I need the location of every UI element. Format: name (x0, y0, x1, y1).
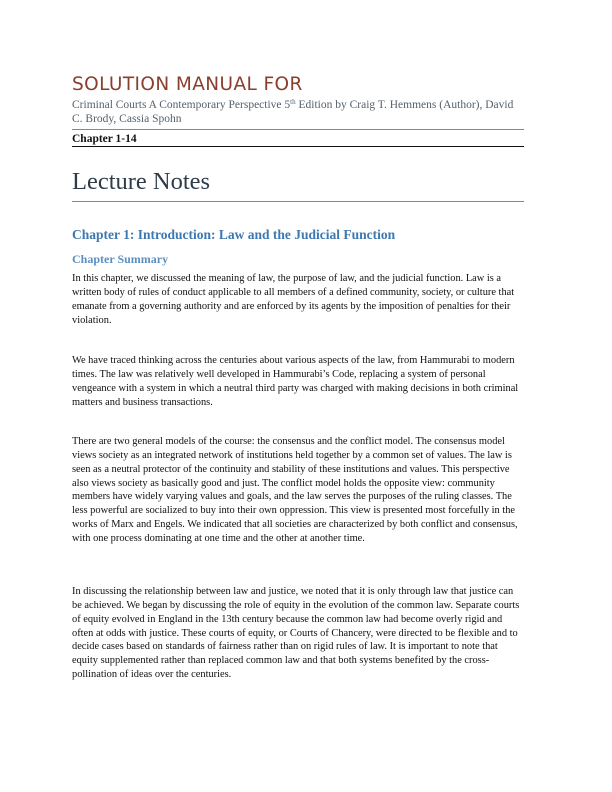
title-underline (72, 201, 524, 202)
section-heading: Chapter Summary (72, 252, 169, 266)
paragraph: In this chapter, we discussed the meaning of law, the purpose of law, and the judicial function. Law is a written body of rules of conduct applicable to all members of a defined community, society, or culture that emanate from a governing authority and are enforced by its agents by the imposition of penalties for their violation. (72, 273, 515, 326)
book-subtitle (72, 98, 524, 126)
subtitle-text-start: Criminal Courts A Contemporary Perspective 5 (72, 99, 291, 111)
header-divider (72, 129, 524, 130)
paragraph: In discussing the relationship between law and justice, we noted that it is only through law that justice can be achieved. We began by discussing the role of equity in the evolution of the common law. Separate courts of equity evolved in England in the 13th century because the common law had become overly rigid and often at odds with justice. These courts of equity, or Courts of Chancery, were directed to be flexible and to decide cases based on standards of fairness rather than on rigid rules of law. It is important to note that equity supplemented rather than replaced common law and that both systems benefited by the cross-pollination of ideas over the centuries. (72, 586, 520, 681)
chapter-range-divider (72, 146, 524, 147)
paragraph: We have traced thinking across the centuries about various aspects of the law, from Hammurabi to modern times. The law was relatively well developed in Hammurabi’s Code, replacing a system of personal vengeance with a system in which a neutral third party was charged with making decisions in both criminal matters and business transactions. (72, 355, 519, 408)
subtitle-superscript: th (290, 98, 296, 106)
subtitle-text-end: Edition by Craig T. Hemmens (Author), David C. Brody, Cassia Spohn (72, 99, 514, 125)
document-header (72, 74, 524, 126)
solution-manual-title: SOLUTION MANUAL FOR (72, 74, 303, 95)
chapter-range: Chapter 1-14 (72, 133, 137, 145)
page-title: Lecture Notes (72, 168, 211, 195)
paragraph: There are two general models of the course: the consensus and the conflict model. The consensus model views society as an integrated network of institutions held together by a common set of values. The law is seen as a neutral protector of the continuity and stability of these institutions and values. This perspective also views society as basically good and just. The conflict model holds the opposite view: community members have widely varying values and goals, and the law serves the purposes of the ruling classes. The less powerful are socialized to buy into their own oppression. This view is presented most forcefully in the works of Marx and Engels. We indicated that all societies are characterized by both conflict and consensus, with one process dominating at one time and the other at another time. (72, 436, 518, 544)
chapter-heading: Chapter 1: Introduction: Law and the Judicial Function (72, 227, 396, 242)
